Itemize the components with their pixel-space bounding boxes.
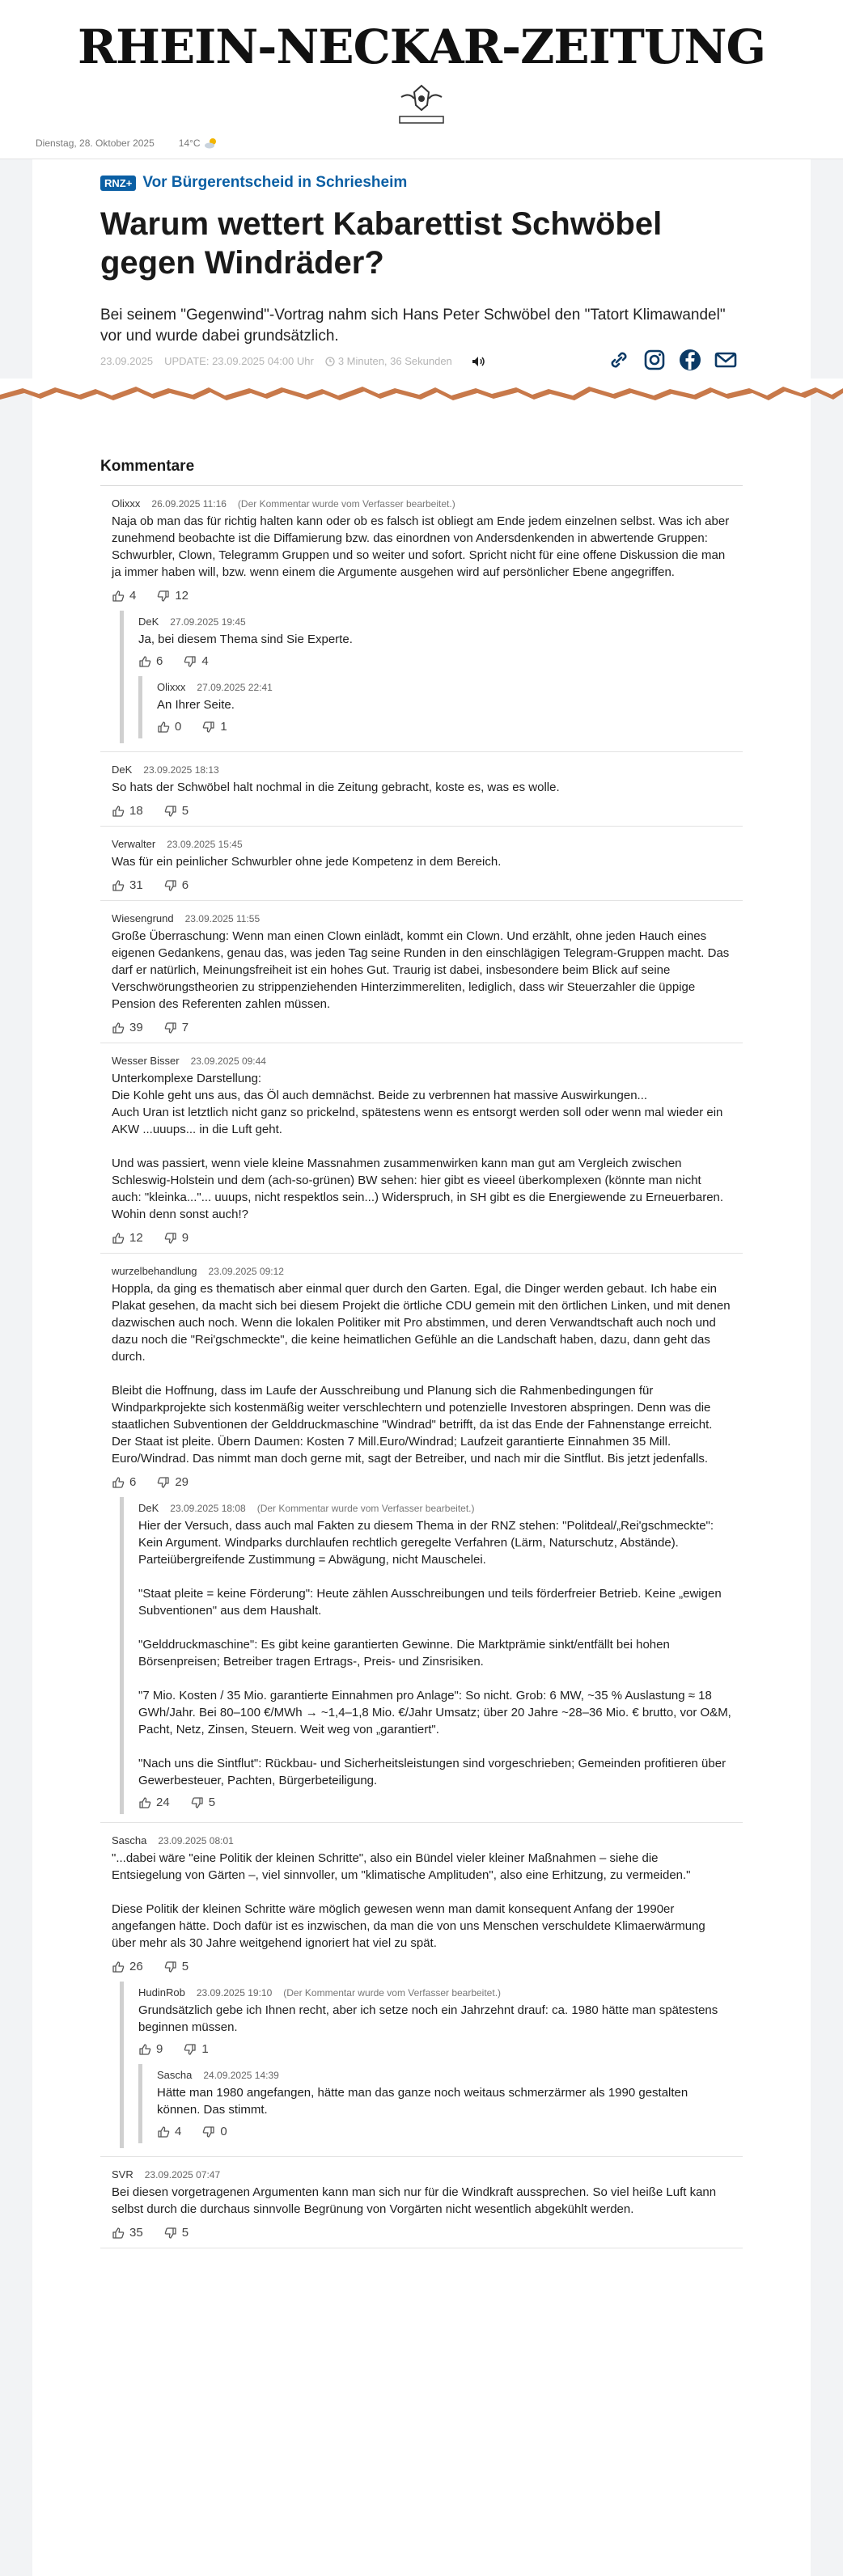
comment-header bbox=[112, 912, 731, 924]
comment-header bbox=[157, 2069, 731, 2081]
article-teaser: Bei seinem "Gegenwind"-Vortrag nahm sich Hans Peter Schwöbel den "Tatort Klimawandel" vor und wurde dabei grundsätzlich. bbox=[100, 307, 726, 345]
comment bbox=[100, 1254, 743, 1823]
thumbs-up-icon bbox=[138, 2043, 151, 2056]
downvote-count: 1 bbox=[201, 2042, 209, 2056]
masthead bbox=[0, 0, 843, 159]
comment-reply bbox=[138, 676, 731, 738]
clock-icon bbox=[325, 357, 335, 366]
comment-reply bbox=[138, 2064, 731, 2143]
comment-votes bbox=[112, 804, 731, 818]
comment-header bbox=[138, 1502, 731, 1514]
comment bbox=[100, 1043, 743, 1254]
comment-votes bbox=[112, 878, 731, 892]
downvote-count: 5 bbox=[181, 1960, 189, 1973]
upvote-count: 6 bbox=[129, 1475, 137, 1489]
comment-date: 23.09.2025 18:08 bbox=[170, 1503, 246, 1514]
upvote-button[interactable] bbox=[112, 2226, 143, 2240]
downvote-count: 6 bbox=[181, 878, 189, 892]
instagram-icon[interactable] bbox=[642, 348, 667, 372]
thumbs-up-icon bbox=[112, 1476, 125, 1489]
upvote-button[interactable] bbox=[138, 1796, 170, 1809]
comment bbox=[100, 827, 743, 901]
comment-author[interactable]: Wesser Bisser bbox=[112, 1055, 180, 1067]
article-headline: Warum wettert Kabarettist Schwöbel gegen Windräder? bbox=[100, 206, 663, 281]
comment-reply bbox=[120, 1497, 731, 1814]
comments-title: Kommentare bbox=[100, 458, 743, 486]
comment-date: 23.09.2025 19:10 bbox=[196, 1987, 273, 1999]
comment-header bbox=[112, 1265, 731, 1277]
comment-header bbox=[112, 2168, 731, 2181]
downvote-button[interactable] bbox=[164, 878, 189, 892]
comment-header bbox=[157, 681, 731, 693]
thumbs-up-icon bbox=[112, 879, 125, 892]
comment bbox=[100, 486, 743, 752]
article-kicker: Vor Bürgerentscheid in Schriesheim bbox=[142, 174, 408, 191]
comment-reply bbox=[120, 1982, 731, 2148]
comment-author[interactable]: Wiesengrund bbox=[112, 912, 174, 924]
comment-author[interactable]: HudinRob bbox=[138, 1986, 185, 1999]
comment-text: Große Überraschung: Wenn man einen Clown einlädt, kommt ein Clown. Und erzählt, ohne jeden Hauch eines eigenen Gedankens, genau das, was jeden Tag seine Runden in den einschlägigen Telegram-Gruppen macht. Das darf er natürlich, Meinungsfreiheit ist ein hohes Gut. Traurig ist dabei, insbesondere beim Blick auf seine Verschwörungstheorien zu strippenziehenden Hinterzimmereliten, lediglich, dass wir Steuerzahler die üppige Pension des Referenten zahlen müssen. bbox=[112, 929, 730, 1011]
weather[interactable] bbox=[179, 137, 218, 149]
thumbs-down-icon bbox=[164, 2227, 177, 2240]
upvote-count: 12 bbox=[129, 1231, 143, 1245]
downvote-button[interactable] bbox=[184, 654, 208, 668]
comment-votes bbox=[112, 1475, 731, 1489]
upvote-button[interactable] bbox=[112, 804, 143, 818]
downvote-count: 7 bbox=[181, 1021, 189, 1034]
thumbs-down-icon bbox=[157, 1476, 170, 1489]
thumbs-up-icon bbox=[112, 590, 125, 603]
thumbs-down-icon bbox=[202, 2126, 215, 2138]
upvote-button[interactable] bbox=[112, 1475, 136, 1489]
thumbs-down-icon bbox=[164, 1232, 177, 1245]
mail-icon[interactable] bbox=[714, 348, 738, 372]
comment-date: 23.09.2025 08:01 bbox=[158, 1835, 234, 1846]
comment-header bbox=[112, 763, 731, 776]
comment-header bbox=[112, 838, 731, 850]
speaker-icon[interactable] bbox=[472, 356, 486, 367]
comment-date: 24.09.2025 14:39 bbox=[203, 2070, 279, 2081]
comment-author[interactable]: DeK bbox=[138, 615, 159, 628]
comment-header bbox=[112, 497, 731, 510]
comment bbox=[100, 901, 743, 1043]
thumbs-up-icon bbox=[138, 1796, 151, 1809]
paper-tear-divider bbox=[0, 379, 843, 416]
comment-date: 26.09.2025 11:16 bbox=[151, 498, 227, 510]
comment-text: Ja, bei diesem Thema sind Sie Experte. bbox=[138, 632, 353, 646]
comment-text: Was für ein peinlicher Schwurbler ohne jede Kompetenz in dem Bereich. bbox=[112, 855, 502, 869]
downvote-button[interactable] bbox=[202, 2125, 227, 2138]
downvote-button[interactable] bbox=[191, 1796, 215, 1809]
comment-edited-note: (Der Kommentar wurde vom Verfasser bearbeitet.) bbox=[256, 1503, 475, 1514]
thumbs-down-icon bbox=[164, 805, 177, 818]
comment-header bbox=[112, 1834, 731, 1846]
upvote-button[interactable] bbox=[138, 654, 163, 668]
link-icon[interactable] bbox=[607, 348, 631, 372]
comment-text: An Ihrer Seite. bbox=[157, 698, 235, 712]
comment-author[interactable]: Olixxx bbox=[112, 497, 141, 510]
thumbs-up-icon bbox=[157, 721, 170, 734]
upvote-count: 4 bbox=[175, 2125, 182, 2138]
comment bbox=[100, 2157, 743, 2248]
thumbs-down-icon bbox=[184, 2043, 197, 2056]
reading-time: 3 Minuten, 36 Sekunden bbox=[325, 355, 452, 367]
site-logo[interactable]: RHEIN-NECKAR-ZEITUNG bbox=[77, 19, 766, 74]
upvote-count: 18 bbox=[129, 804, 143, 818]
comment-text: Naja ob man das für richtig halten kann oder ob es falsch ist obliegt am Ende jedem einzelnen selbst. Was ich aber zunehmend beobachte ist die Diffamierung bzw. das einordnen von Andersdenkenden in abwertende Gruppen: Schwurbler, Clown, Telegramm Gruppen und so weiter und sofort. Spricht nicht für eine offene Diskussion die man ja immer haben will, bzw. wenn einem die Argumente ausgehen wird auf persönlicher Ebene angegriffen. bbox=[112, 514, 730, 579]
upvote-button[interactable] bbox=[157, 720, 181, 734]
downvote-count: 5 bbox=[208, 1796, 216, 1809]
downvote-button[interactable] bbox=[184, 2042, 208, 2056]
comment-text: Hoppla, da ging es thematisch aber einmal quer durch den Garten. Egal, die Dinger werden gebaut. Ich habe ein Plakat gesehen, da macht sich bei diesem Projekt die örtliche CDU gemein mit den örtlichen Linken, und mit denen dazwischen auch noch. Wenn die lokalen Politiker mit Pro abstimmen, und deren Verwandtschaft auch noch und dazu noch die "Rei'gschmeckte", die keine heimatlichen Gefühle an die Landschaft haben, dazu, dann geht das durch. Bleibt die Hoffnung, dass im Laufe der Ausschreibung und Planung sich die Rahmenbedingungen für Windparkprojekte sich kostenmäßig weiter verschlechtern und potenzielle Investoren abspringen. Denn was die staatlichen Subventionen der Gelddruckmaschine "Windrad" betrifft, da ist das Ende der Fahnenstange erreicht. Der Staat ist pleite. Übern Daumen: Kosten 7 Mill.Euro/Windrad; Laufzeit garantierte Einnahmen 35 Mill. Euro/Windrad. Das nimmt man doch gerne mit, sagt der Betreiber, und nach mir die Sintflut. Bis jetzt jedenfalls. bbox=[112, 1282, 731, 1466]
thumbs-down-icon bbox=[191, 1796, 204, 1809]
comments-section bbox=[32, 429, 811, 2576]
thumbs-up-icon bbox=[112, 1232, 125, 1245]
comment-votes bbox=[157, 720, 731, 734]
comment-author[interactable]: SVR bbox=[112, 2168, 133, 2181]
comment-reply bbox=[120, 611, 731, 743]
upvote-button[interactable] bbox=[112, 878, 143, 892]
upvote-button[interactable] bbox=[157, 2125, 181, 2138]
comment-date: 27.09.2025 22:41 bbox=[197, 682, 273, 693]
comment-text: "...dabei wäre "eine Politik der kleinen Schritte", also ein Bündel vieler kleiner Maßnahmen – siehe die Entsiegelung von Gärten –, viel sinnvoller, um "klimatische Amplituden", also eine Erhitzung, zu vermeiden." Diese Politik der kleinen Schritte wäre möglich gewesen wenn man damit konsequent Anfang der 1990er angefangen hätte. Doch dafür ist es inzwischen, da man die von uns Menschen verschuldete Klimaerwärmung über mehr als 30 Jahre weitgehend ignoriert hat viel zu spät. bbox=[112, 1851, 705, 1950]
comment-votes bbox=[138, 1796, 731, 1809]
downvote-button[interactable] bbox=[164, 1960, 189, 1973]
thumbs-up-icon bbox=[112, 1961, 125, 1973]
comment-date: 23.09.2025 15:45 bbox=[167, 839, 243, 850]
comment-date: 23.09.2025 07:47 bbox=[144, 2169, 221, 2181]
comment-votes bbox=[112, 1231, 731, 1245]
comment-author[interactable]: DeK bbox=[138, 1502, 159, 1514]
upvote-count: 0 bbox=[175, 720, 182, 734]
comment-votes bbox=[138, 654, 731, 668]
downvote-count: 1 bbox=[220, 720, 227, 734]
thumbs-up-icon bbox=[138, 655, 151, 668]
downvote-count: 5 bbox=[181, 2226, 189, 2240]
comment-header bbox=[138, 1986, 731, 1999]
downvote-button[interactable] bbox=[164, 1231, 189, 1245]
upvote-count: 4 bbox=[129, 589, 137, 603]
facebook-icon[interactable] bbox=[678, 348, 702, 372]
upvote-button[interactable] bbox=[112, 1021, 143, 1034]
downvote-count: 4 bbox=[201, 654, 209, 668]
comment-votes bbox=[112, 2226, 731, 2240]
thumbs-down-icon bbox=[164, 1961, 177, 1973]
thumbs-down-icon bbox=[157, 590, 170, 603]
comment-votes bbox=[112, 589, 731, 603]
downvote-button[interactable] bbox=[164, 804, 189, 818]
thumbs-up-icon bbox=[112, 1022, 125, 1034]
upvote-count: 26 bbox=[129, 1960, 143, 1973]
thumbs-down-icon bbox=[184, 655, 197, 668]
upvote-button[interactable] bbox=[112, 1960, 143, 1973]
downvote-count: 29 bbox=[175, 1475, 189, 1489]
comment-votes bbox=[112, 1960, 731, 1973]
downvote-button[interactable] bbox=[164, 2226, 189, 2240]
comment-date: 23.09.2025 09:44 bbox=[190, 1055, 266, 1067]
comment-text: Hier der Versuch, dass auch mal Fakten zu diesem Thema in der RNZ stehen: "Politdeal/„Rei'gschmeckte": Kein Argument. Windparks durchlaufen rechtlich geregelte Verfahren (Lärm, Naturschutz, Abstände). Parteiübergreifende Zustimmung = Abwägung, nicht Mauschelei. "Staat pleite = keine Förderung": Heute zählen Ausschreibungen und teils förderfreier Betrieb. Keine „ewigen Subventionen" aus dem Haushalt. "Gelddruckmaschine": Es gibt keine garantierten Gewinne. Die Marktprämie sinkt/entfällt bei hohen Börsenpreisen; Betreiber tragen Ertrags-, Preis- und Zinsrisiken. "7 Mio. Kosten / 35 Mio. garantierte Einnahmen pro Anlage": So nicht. Grob: 6 MW, ~35 % Auslastung ≈ 18 GWh/Jahr. Bei 80–100 €/MWh → ~1,4–1,8 Mio. €/Jahr Umsatz; über 20 Jahre ~28–36 Mio. € brutto, vor O&M, Pacht, Netz, Zinsen, Steuern. Weit weg von „garantiert". "Nach uns die Sintflut": Rückbau- und Sicherheitsleistungen sind vorgeschrieben; Gemeinden profitieren über Gewerbesteuer, Pachten, Bürgerbeteiligung. bbox=[138, 1519, 731, 1787]
downvote-button[interactable] bbox=[164, 1021, 189, 1034]
upvote-button[interactable] bbox=[112, 1231, 143, 1245]
comment-text: Hätte man 1980 angefangen, hätte man das ganze noch weitaus schmerzärmer als 1990 gestalten können. Das stimmt. bbox=[157, 2086, 688, 2117]
comment-date: 23.09.2025 18:13 bbox=[143, 764, 219, 776]
downvote-button[interactable] bbox=[202, 720, 227, 734]
comment-date: 23.09.2025 09:12 bbox=[208, 1266, 284, 1277]
comment-votes bbox=[112, 1021, 731, 1034]
thumbs-down-icon bbox=[164, 879, 177, 892]
crest-icon bbox=[393, 81, 450, 129]
sun-cloud-icon bbox=[204, 137, 218, 149]
thumbs-down-icon bbox=[164, 1022, 177, 1034]
upvote-count: 31 bbox=[129, 878, 143, 892]
thumbs-up-icon bbox=[112, 2227, 125, 2240]
comment-author[interactable]: wurzelbehandlung bbox=[112, 1265, 197, 1277]
upvote-button[interactable] bbox=[112, 589, 136, 603]
upvote-button[interactable] bbox=[138, 2042, 163, 2056]
comment-votes bbox=[138, 2042, 731, 2056]
comment-date: 23.09.2025 11:55 bbox=[184, 913, 261, 924]
comment-list bbox=[100, 486, 743, 2248]
comment-header bbox=[112, 1055, 731, 1067]
thumbs-down-icon bbox=[202, 721, 215, 734]
comment-author[interactable]: Sascha bbox=[157, 2069, 193, 2081]
comment bbox=[100, 752, 743, 827]
comment-votes bbox=[157, 2125, 731, 2138]
comment-author[interactable]: Verwalter bbox=[112, 838, 156, 850]
temperature: 14°C bbox=[178, 137, 201, 149]
comment-edited-note: (Der Kommentar wurde vom Verfasser bearbeitet.) bbox=[237, 498, 455, 510]
comment-header bbox=[138, 615, 731, 628]
comment-text: Unterkomplexe Darstellung: Die Kohle geht uns aus, das Öl auch demnächst. Beide zu verbrennen hat massive Auswirkungen... Auch Uran ist letztlich nicht ganz so prickelnd, spätestens wenn es entsorgt werden soll oder wenn mal wieder ein AKW ...uuups... in die Luft geht. Und was passiert, wenn viele kleine Massnahmen zusammenwirken kann man gut am Vergleich zwischen Schleswig-Holstein und dem (ach-so-grünen) BW sehen: hier gibt es vieeel überkomplexen (könnte man nicht auch: "kleinka..."... uuups, nicht respektlos sein...) Widerspruch, in SH gibt es die Energiewende zu Erneuerbaren. Wohin denn sonst auch!? bbox=[112, 1072, 724, 1221]
thumbs-up-icon bbox=[112, 805, 125, 818]
comment-author[interactable]: Olixxx bbox=[157, 681, 186, 693]
downvote-count: 5 bbox=[181, 804, 189, 818]
current-date: Dienstag, 28. Oktober 2025 bbox=[36, 137, 155, 149]
upvote-count: 35 bbox=[129, 2226, 143, 2240]
upvote-count: 9 bbox=[156, 2042, 163, 2056]
comment-text: Grundsätzlich gebe ich Ihnen recht, aber ich setze noch ein Jahrzehnt drauf: ca. 1980 hätte man spätestens beginnen müssen. bbox=[138, 2003, 718, 2034]
comment-author[interactable]: DeK bbox=[112, 763, 133, 776]
update-date: UPDATE: 23.09.2025 04:00 Uhr bbox=[164, 355, 314, 367]
rnz-plus-badge: RNZ+ bbox=[100, 176, 136, 191]
comment-author[interactable]: Sascha bbox=[112, 1834, 147, 1846]
downvote-count: 0 bbox=[220, 2125, 227, 2138]
publish-date: 23.09.2025 bbox=[100, 355, 154, 367]
comment-text: Bei diesen vorgetragenen Argumenten kann man sich nur für die Windkraft aussprechen. So viel heiße Luft kann selbst durch die durchaus sinnvolle Begrünung von Vorgärten nicht wesentlich abgekühlt werden. bbox=[112, 2185, 717, 2216]
downvote-button[interactable] bbox=[157, 1475, 189, 1489]
upvote-count: 39 bbox=[129, 1021, 143, 1034]
comment bbox=[100, 1823, 743, 2157]
upvote-count: 6 bbox=[156, 654, 163, 668]
comment-edited-note: (Der Kommentar wurde vom Verfasser bearbeitet.) bbox=[283, 1987, 502, 1999]
downvote-button[interactable] bbox=[157, 589, 189, 603]
share-buttons bbox=[607, 348, 738, 372]
downvote-count: 12 bbox=[175, 589, 189, 603]
thumbs-up-icon bbox=[157, 2126, 170, 2138]
downvote-count: 9 bbox=[181, 1231, 189, 1245]
comment-text: So hats der Schwöbel halt nochmal in die Zeitung gebracht, koste es, was es wolle. bbox=[112, 780, 560, 794]
upvote-count: 24 bbox=[156, 1796, 170, 1809]
comment-date: 27.09.2025 19:45 bbox=[170, 616, 246, 628]
